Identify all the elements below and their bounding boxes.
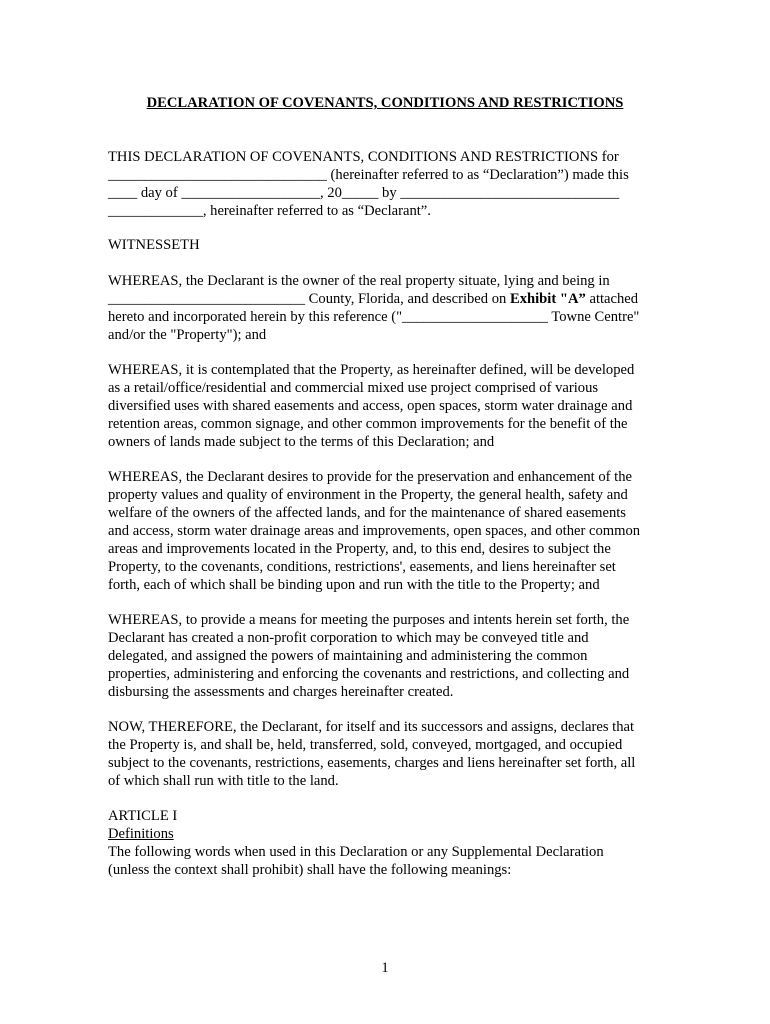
paragraph-line: forth, each of which shall be binding upon and run with the title to the Property; and <box>108 577 600 593</box>
page-number: 1 <box>381 960 389 976</box>
witnesseth-text: WITNESSETH <box>108 237 200 253</box>
paragraph-line: disbursing the assessments and charges hereinafter created. <box>108 684 454 700</box>
article-line-2: (unless the context shall prohibit) shall have the following meanings: <box>108 862 512 878</box>
article-heading: ARTICLE I <box>108 808 178 824</box>
paragraph-line: retention areas, common signage, and other common improvements for the benefit of the <box>108 416 628 432</box>
paragraph-line: properties, administering and enforcing the covenants and restrictions, and collecting and <box>108 666 630 682</box>
whereas-paragraph-4 <box>108 611 668 701</box>
article-section <box>108 807 668 879</box>
intro-paragraph <box>108 148 668 220</box>
paragraph-line: WHEREAS, to provide a means for meeting the purposes and intents herein set forth, the <box>108 612 630 628</box>
paragraph-line: as a retail/office/residential and commercial mixed use project comprised of various <box>108 380 599 396</box>
paragraph-line: areas and improvements located in the Property, and, to this end, desires to subject the <box>108 541 611 557</box>
exhibit-a-reference: Exhibit "A” <box>509 291 586 307</box>
paragraph-line: welfare of the owners of the affected lands, and for the maintenance of shared easements <box>108 505 626 521</box>
article-subheading <box>108 825 668 843</box>
now-therefore-paragraph <box>108 718 668 790</box>
paragraph-line: Declarant has created a non-profit corporation to which may be conveyed title and <box>108 630 589 646</box>
whereas1-line-2a: ___________________________ County, Florida, and described on <box>108 291 510 307</box>
document-title: DECLARATION OF COVENANTS, CONDITIONS AND RESTRICTIONS <box>146 95 624 111</box>
whereas1-line-2c: attached <box>585 291 639 307</box>
paragraph-line: of which shall run with title to the land. <box>108 773 339 789</box>
paragraph-line: delegated, and assigned the powers of maintaining and administering the common <box>108 648 588 664</box>
article-line-1: The following words when used in this Declaration or any Supplemental Declaration <box>108 844 604 860</box>
whereas1-line-3: hereto and incorporated herein by this reference ("____________________ Towne Centre" <box>108 309 640 325</box>
paragraph-line: NOW, THEREFORE, the Declarant, for itself and its successors and assigns, declares that <box>108 719 635 735</box>
paragraph-line: owners of lands made subject to the terms of this Declaration; and <box>108 434 495 450</box>
whereas-paragraph-2 <box>108 361 668 451</box>
whereas-paragraph-1 <box>108 272 668 344</box>
paragraph-line: WHEREAS, the Declarant desires to provide for the preservation and enhancement of the <box>108 469 632 485</box>
paragraph-line: property values and quality of environment in the Property, the general health, safety and <box>108 487 628 503</box>
whereas1-line-4: and/or the "Property"); and <box>108 327 267 343</box>
intro-line-4: _____________, hereinafter referred to as “Declarant”. <box>108 203 431 219</box>
whereas-paragraph-3 <box>108 468 668 594</box>
intro-line-1: THIS DECLARATION OF COVENANTS, CONDITIONS AND RESTRICTIONS for <box>108 149 619 165</box>
intro-line-2: ______________________________ (hereinafter referred to as “Declaration”) made this <box>108 167 629 183</box>
paragraph-line: WHEREAS, it is contemplated that the Property, as hereinafter defined, will be developed <box>108 362 635 378</box>
paragraph-line: and access, storm water drainage areas and improvements, open spaces, and other common <box>108 523 641 539</box>
paragraph-line: diversified uses with shared easements and access, open spaces, storm water drainage and <box>108 398 633 414</box>
whereas1-line-1: WHEREAS, the Declarant is the owner of the real property situate, lying and being in <box>108 273 610 289</box>
paragraph-line: Property, to the covenants, conditions, restrictions', easements, and liens hereinafter set <box>108 559 616 575</box>
paragraph-line: the Property is, and shall be, held, transferred, sold, conveyed, mortgaged, and occupied <box>108 737 623 753</box>
whereas1-line-2 <box>108 290 668 308</box>
definitions-heading: Definitions <box>108 826 174 842</box>
witnesseth-heading <box>108 236 668 254</box>
paragraph-line: subject to the covenants, restrictions, easements, charges and liens hereinafter set forth, all <box>108 755 636 771</box>
intro-line-3: ____ day of ___________________, 20_____ by ______________________________ <box>108 185 620 201</box>
